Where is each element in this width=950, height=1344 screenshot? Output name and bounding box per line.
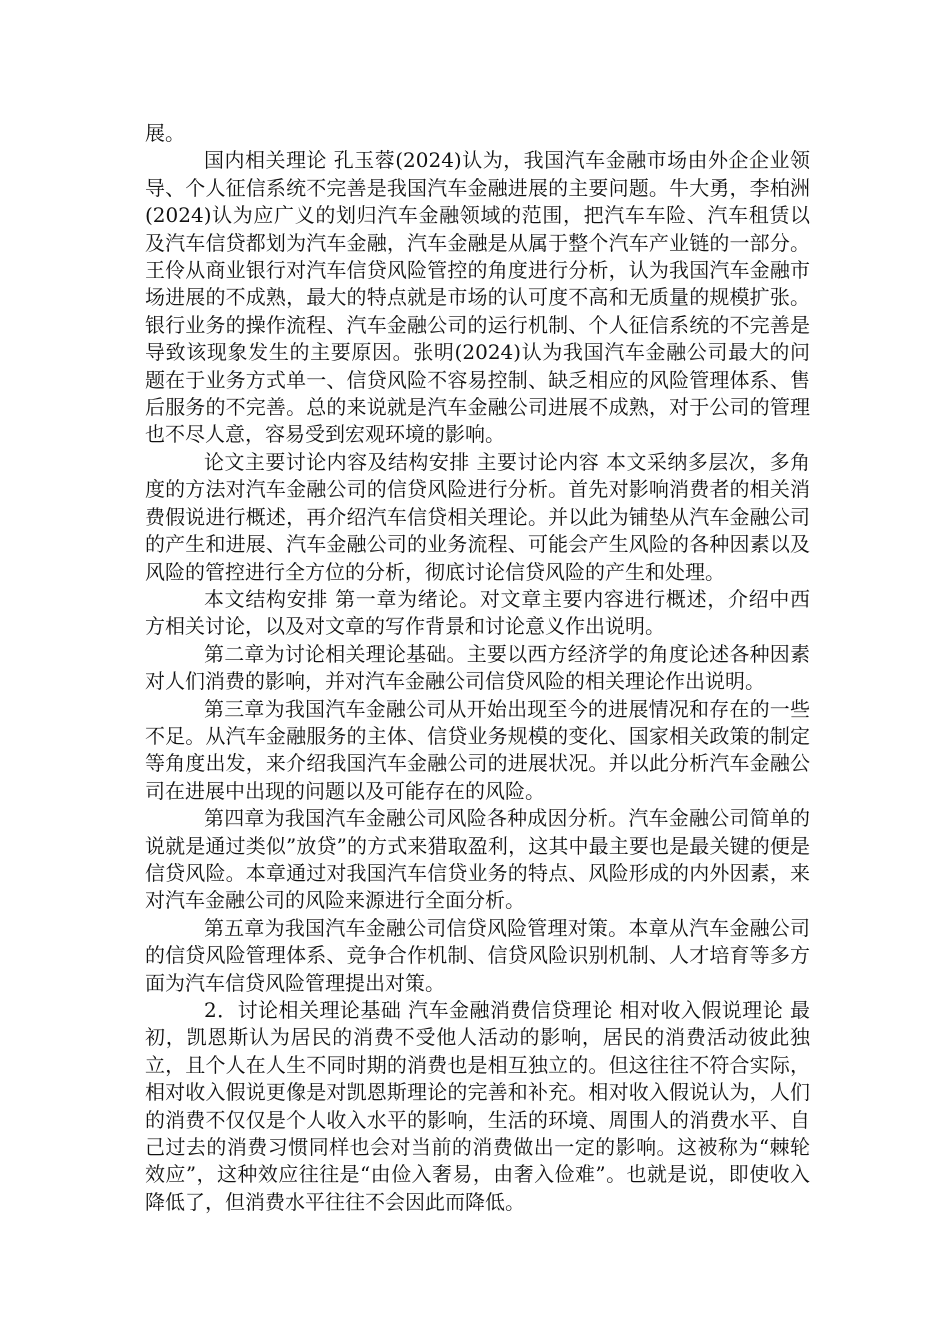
document-page (145, 120, 810, 1216)
paragraph-chapter-four: 第四章为我国汽车金融公司风险各种成因分析。汽车金融公司简单的说就是通过类似”放贷”的方式来猎取盈利，这其中最主要也是最关键的便是信贷风险。本章通过对我国汽车信贷业务的特点、风险形成的内外因素，来对汽车金融公司的风险来源进行全面分析。 (145, 806, 810, 913)
paragraph-theory-basis: 2．讨论相关理论基础 汽车金融消费信贷理论 相对收入假说理论 最初，凯恩斯认为居民的消费不受他人活动的影响，居民的消费活动彼此独立，且个人在人生不同时期的消费也是相互独立的。但这往往不符合实际，相对收入假说更像是对凯恩斯理论的完善和补充。相对收入假说认为，人们的消费不仅仅是个人收入水平的影响，生活的环境、周围人的消费水平、自己过去的消费习惯同样也会对当前的消费做出一定的影响。这被称为“棘轮效应”，这种效应往往是“由俭入奢易，由奢入俭难”。也就是说，即使收入降低了，但消费水平往往不会因此而降低。 (145, 998, 810, 1214)
paragraph-domestic-theory: 国内相关理论 孔玉蓉(2024)认为，我国汽车金融市场由外企企业领导、个人征信系统不完善是我国汽车金融进展的主要问题。牛大勇，李柏洲(2024)认为应广义的划归汽车金融领域的范围，把汽车车险、汽车租赁以及汽车信贷都划为汽车金融，汽车金融是从属于整个汽车产业链的一部分。王伶从商业银行对汽车信贷风险管控的角度进行分析，认为我国汽车金融市场进展的不成熟，最大的特点就是市场的认可度不高和无质量的规模扩张。银行业务的操作流程、汽车金融公司的运行机制、个人征信系统的不完善是导致该现象发生的主要原因。张明(2024)认为我国汽车金融公司最大的问题在于业务方式单一、信贷风险不容易控制、缺乏相应的风险管理体系、售后服务的不完善。总的来说就是汽车金融公司进展不成熟，对于公司的管理也不尽人意，容易受到宏观环境的影响。 (145, 148, 810, 447)
paragraph-main-content: 论文主要讨论内容及结构安排 主要讨论内容 本文采纳多层次，多角度的方法对汽车金融公司的信贷风险进行分析。首先对影响消费者的相关消费假说进行概述，再介绍汽车信贷相关理论。并以此为铺垫从汽车金融公司的产生和进展、汽车金融公司的业务流程、可能会产生风险的各种因素以及风险的管控进行全方位的分析，彻底讨论信贷风险的产生和处理。 (145, 449, 810, 584)
paragraph-continuation: 展。 (145, 121, 185, 145)
paragraph-structure: 本文结构安排 第一章为绪论。对文章主要内容进行概述，介绍中西方相关讨论，以及对文章的写作背景和讨论意义作出说明。 (145, 586, 810, 639)
paragraph-chapter-two: 第二章为讨论相关理论基础。主要以西方经济学的角度论述各种因素对人们消费的影响，并对汽车金融公司信贷风险的相关理论作出说明。 (145, 641, 810, 694)
paragraph-chapter-three: 第三章为我国汽车金融公司从开始出现至今的进展情况和存在的一些不足。从汽车金融服务的主体、信贷业务规模的变化、国家相关政策的制定等角度出发，来介绍我国汽车金融公司的进展状况。并以此分析汽车金融公司在进展中出现的问题以及可能存在的风险。 (145, 696, 810, 803)
paragraph-chapter-five: 第五章为我国汽车金融公司信贷风险管理对策。本章从汽车金融公司的信贷风险管理体系、竞争合作机制、信贷风险识别机制、人才培育等多方面为汽车信贷风险管理提出对策。 (145, 915, 810, 995)
